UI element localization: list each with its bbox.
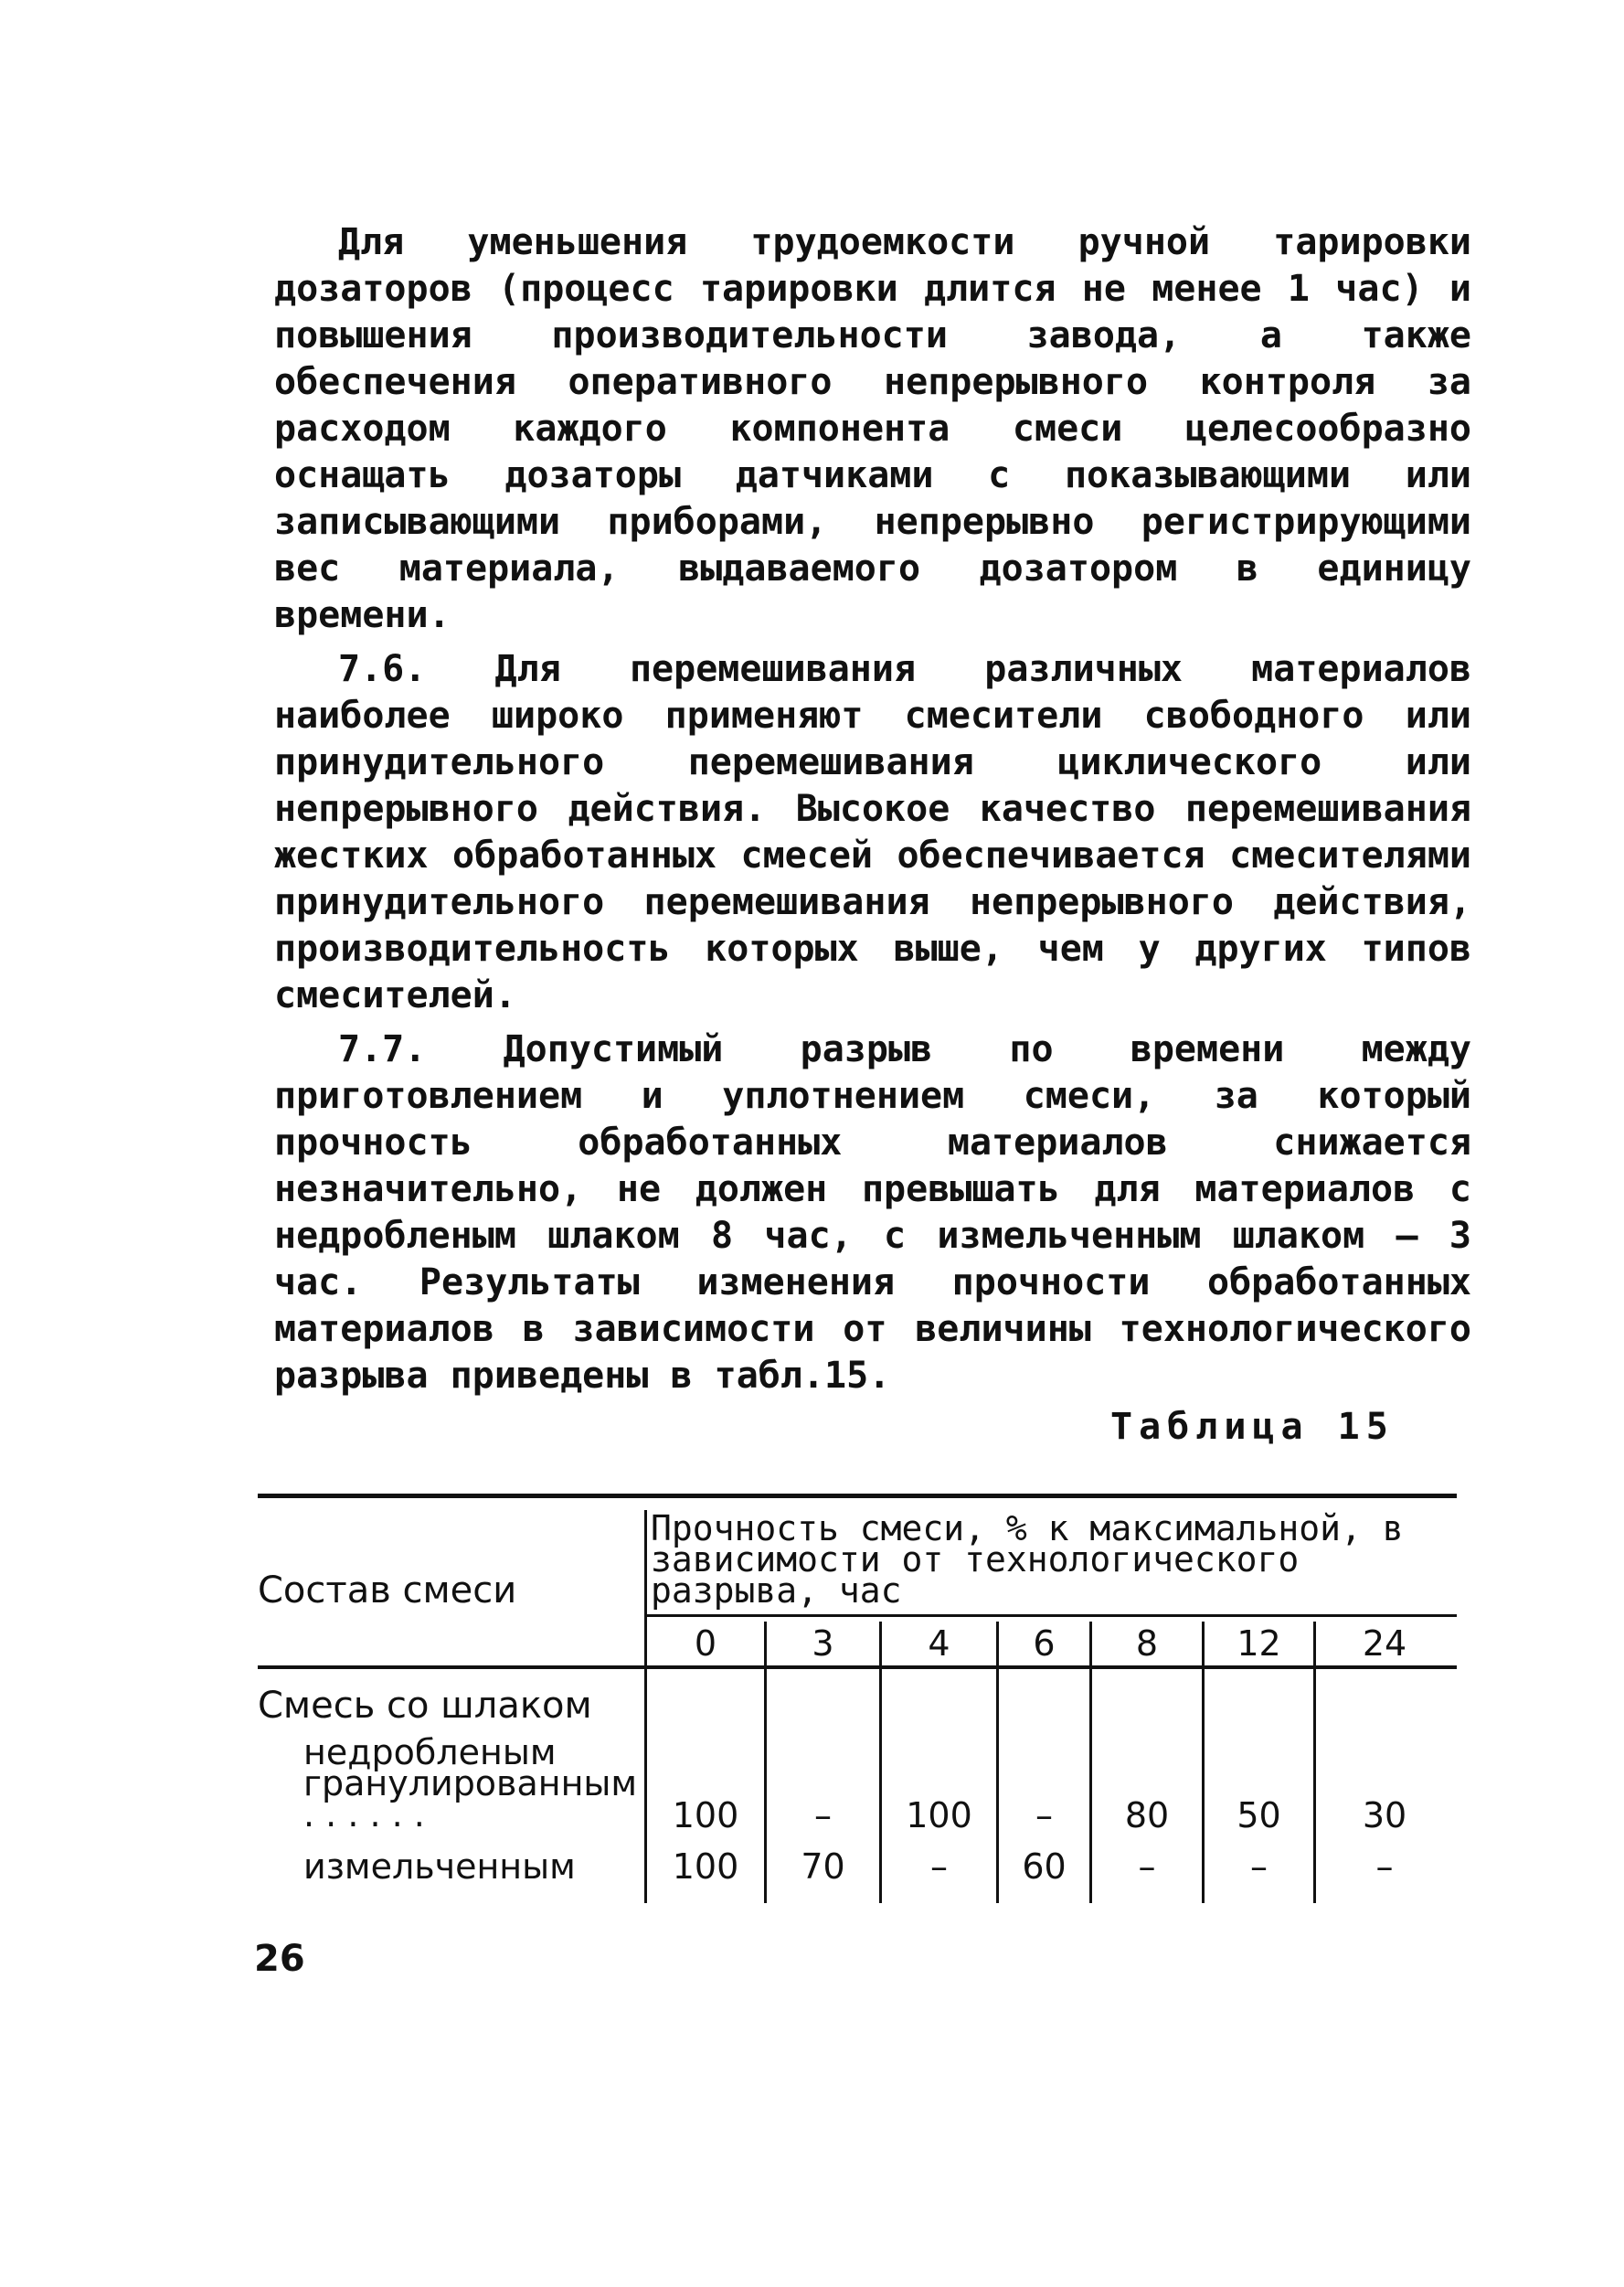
cell-ground-3: 70	[801, 1846, 845, 1887]
table-vline-1	[764, 1622, 767, 1903]
cell-ground-6: 60	[1022, 1846, 1067, 1887]
table-top-rule	[258, 1494, 1457, 1498]
cell-ground-24: –	[1375, 1846, 1394, 1887]
time-col-3: 3	[812, 1623, 834, 1664]
time-col-0: 0	[694, 1623, 717, 1664]
table-vline-4	[1089, 1622, 1092, 1903]
cell-uncrushed-4: 100	[906, 1795, 972, 1835]
table-vline-label	[644, 1510, 647, 1903]
row-label-uncrushed: недробленым гранулированным . . . . . .	[303, 1732, 638, 1835]
group-label: Смесь со шлаком	[258, 1685, 592, 1727]
column-header-strength: Прочность смеси, % к максимальной, в зависимости от технологического разрыва, час	[651, 1508, 1404, 1611]
body-text	[274, 219, 1471, 1407]
time-col-6: 6	[1033, 1623, 1056, 1664]
cell-uncrushed-24: 30	[1362, 1795, 1407, 1835]
row-label-ground: измельченным	[303, 1846, 576, 1887]
page-number: 26	[254, 1938, 305, 1980]
table-vline-2	[879, 1622, 882, 1903]
cell-ground-0: 100	[672, 1846, 739, 1887]
cell-uncrushed-6: –	[1035, 1795, 1053, 1835]
cell-uncrushed-3: –	[814, 1795, 832, 1835]
time-col-4: 4	[928, 1623, 950, 1664]
paragraph-7-6: 7.6. Для перемешивания различных материалов наиболее широко применяют смесители свободного или принудительного перемешивания циклического или непрерывного действия. Высокое качество перемешивания жестких обработанных смесей обеспечивается смесителями принудительного перемешивания непрерывного действия, производительность которых выше, чем у других типов смесителей.	[274, 648, 1471, 1016]
paragraph-7-7: 7.7. Допустимый разрыв по времени между приготовлением и уплотнением смеси, за который прочность обработанных материалов снижается незначительно, не должен превышать для материалов с недробленым шлаком 8 час, с измельченным шлаком – 3 час. Результаты изменения прочности обработанных материалов в зависимости от величины технологического разрыва приведены в табл.15.	[274, 1028, 1471, 1397]
cell-uncrushed-8: 80	[1124, 1795, 1170, 1835]
time-col-8: 8	[1135, 1623, 1159, 1664]
table-caption: Таблица 15	[1110, 1406, 1395, 1448]
table-vline-5	[1202, 1622, 1205, 1903]
time-col-12: 12	[1237, 1623, 1281, 1664]
cell-ground-8: –	[1138, 1846, 1156, 1887]
cell-ground-12: –	[1250, 1846, 1268, 1887]
table-header-bottom-rule	[258, 1665, 1457, 1669]
table-vline-6	[1313, 1622, 1316, 1903]
cell-uncrushed-12: 50	[1237, 1795, 1281, 1835]
paragraph-1: Для уменьшения трудоемкости ручной тарировки дозаторов (процесс тарировки длится не менее 1 час) и повышения производительности завода, а также обеспечения оперативного непрерывного контроля за расходом каждого компонента смеси целесообразно оснащать дозаторы датчиками с показывающими или записывающими приборами, непрерывно регистрирующими вес материала, выдаваемого дозатором в единицу времени.	[274, 221, 1471, 636]
cell-uncrushed-0: 100	[672, 1795, 739, 1835]
table-time-header-rule	[646, 1614, 1457, 1617]
time-col-24: 24	[1362, 1623, 1407, 1664]
cell-ground-4: –	[930, 1846, 948, 1887]
table-vline-3	[996, 1622, 999, 1903]
column-header-composition: Состав смеси	[258, 1569, 517, 1612]
